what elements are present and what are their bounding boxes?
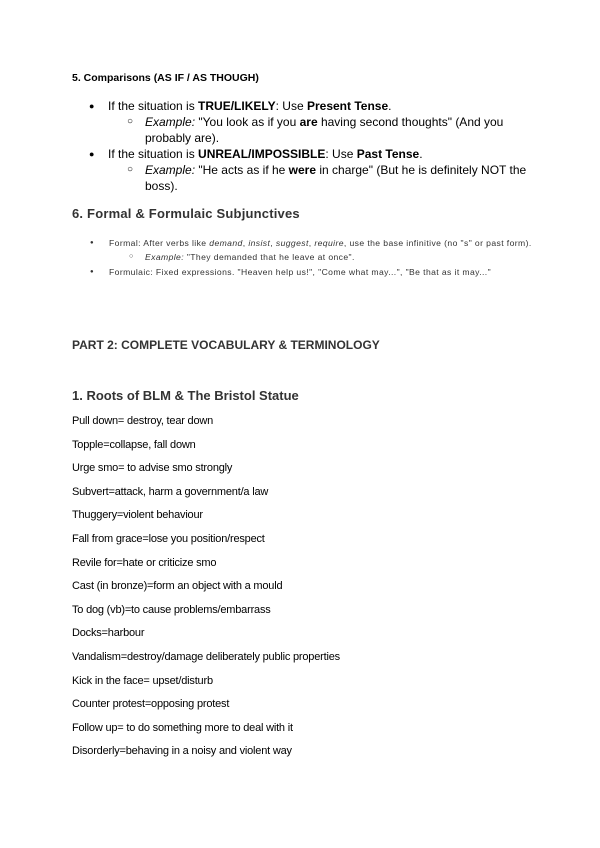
- vocab-item: Follow up= to do something more to deal with it: [72, 721, 293, 734]
- example-label: Example:: [145, 252, 185, 263]
- list-item: [72, 146, 542, 194]
- list-item-formulaic: ● Formulaic: Fixed expressions. "Heaven help us!", "Come what may...", "Be that as it may...": [72, 265, 542, 279]
- example-sublist: [109, 250, 542, 264]
- rule-text: .: [419, 147, 423, 161]
- rule-tense: Present Tense: [306, 99, 389, 113]
- vocab-item: Topple=collapse, fall down: [72, 438, 196, 451]
- list-item: [72, 98, 542, 146]
- vocab-item: Vandalism=destroy/damage deliberately public properties: [72, 650, 340, 663]
- formal-text: , use the base infinitive (no "s" or past form).: [343, 238, 532, 248]
- verb-insist: insist: [248, 238, 271, 248]
- verb-suggest: suggest: [275, 238, 309, 248]
- vocabulary-list: [72, 413, 340, 767]
- section-heading-subjunctives: 6. Formal & Formulaic Subjunctives: [72, 206, 300, 221]
- example-text: "You look as if you: [195, 115, 300, 129]
- vocab-item: Docks=harbour: [72, 627, 145, 640]
- formal-text: Formal: After verbs like: [109, 238, 210, 248]
- example-label: Example:: [145, 115, 196, 129]
- rule-tense: Past Tense: [356, 147, 420, 161]
- subjunctives-list: [72, 236, 542, 279]
- vocab-item: Disorderly=behaving in a noisy and violent way: [72, 745, 292, 758]
- rule-text: .: [388, 99, 392, 113]
- example-verb: are: [299, 115, 318, 129]
- example-verb: were: [288, 163, 317, 177]
- vocab-item: Urge smo= to advise smo strongly: [72, 462, 233, 475]
- vocab-item: Fall from grace=lose you position/respect: [72, 532, 265, 545]
- rule-text: : Use: [325, 147, 357, 161]
- vocab-item: Kick in the face= upset/disturb: [72, 674, 213, 687]
- example-sublist: [108, 114, 542, 146]
- rule-text: : Use: [275, 99, 307, 113]
- rule-condition: TRUE/LIKELY: [198, 99, 276, 113]
- example-text: "He acts as if he: [195, 163, 289, 177]
- separator: ,: [242, 238, 249, 248]
- vocab-item: Pull down= destroy, tear down: [72, 415, 214, 427]
- example-text: "They demanded that he leave at once".: [184, 252, 355, 263]
- list-item-formal: [72, 236, 542, 265]
- vocab-item: Cast (in bronze)=form an object with a mould: [72, 580, 283, 593]
- example-item: [109, 250, 542, 264]
- example-label: Example:: [145, 163, 196, 177]
- vocab-item: Counter protest=opposing protest: [72, 698, 230, 711]
- separator: ,: [270, 238, 276, 248]
- rule-text: If the situation is: [108, 99, 199, 113]
- section-heading-comparisons: 5. Comparisons (AS IF / AS THOUGH): [72, 72, 259, 84]
- section-heading-roots: 1. Roots of BLM & The Bristol Statue: [72, 388, 299, 403]
- vocab-item: Thuggery=violent behaviour: [72, 509, 203, 522]
- vocab-item: Revile for=hate or criticize smo: [72, 556, 217, 569]
- example-item: [108, 114, 542, 146]
- part-heading: PART 2: COMPLETE VOCABULARY & TERMINOLOGY: [72, 338, 380, 352]
- example-text: having second thoughts" (And you probably are).: [145, 115, 504, 145]
- comparisons-list: [72, 98, 542, 194]
- verb-demand: demand: [209, 238, 243, 248]
- rule-condition: UNREAL/IMPOSSIBLE: [198, 147, 326, 161]
- example-sublist: [108, 162, 542, 194]
- vocab-item: Subvert=attack, harm a government/a law: [72, 485, 269, 498]
- example-text: in charge" (But he is definitely NOT the boss).: [145, 163, 527, 193]
- rule-text: If the situation is: [108, 147, 199, 161]
- example-item: [108, 162, 542, 194]
- vocab-item: To dog (vb)=to cause problems/embarrass: [72, 603, 271, 616]
- verb-require: require: [314, 238, 344, 248]
- separator: ,: [308, 238, 315, 248]
